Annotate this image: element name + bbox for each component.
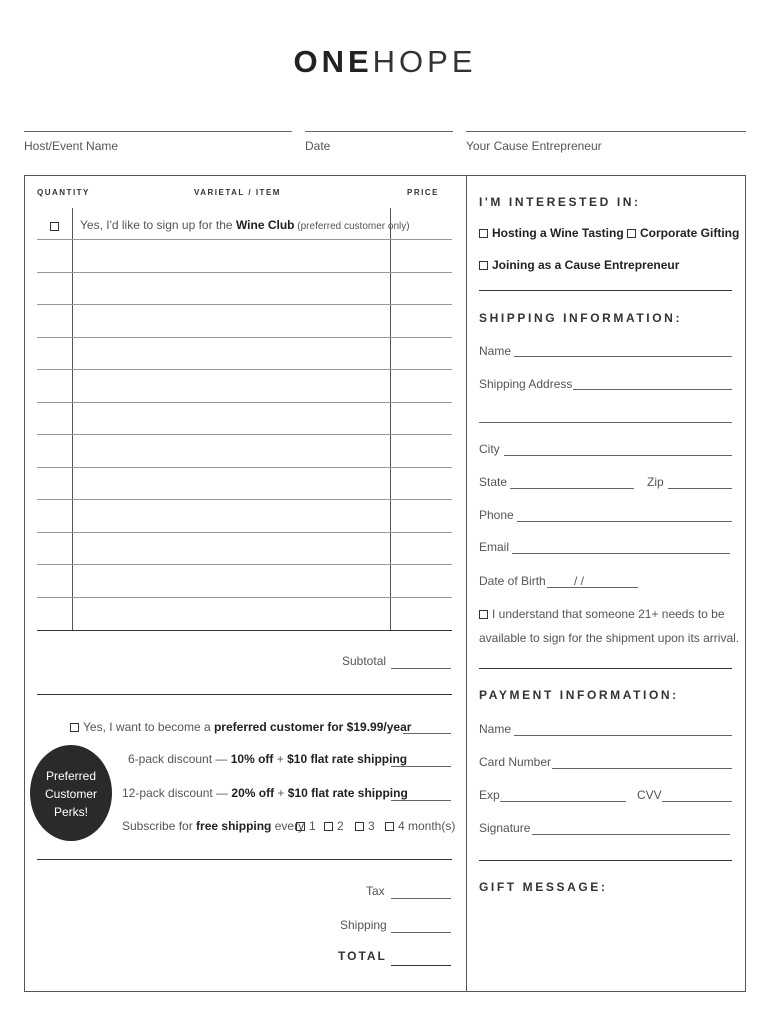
ship-city-field[interactable] <box>504 455 732 456</box>
table-row <box>37 402 452 403</box>
checkbox-icon <box>479 610 488 619</box>
column-divider <box>466 175 467 992</box>
payment-divider <box>479 860 732 861</box>
card-number-field[interactable] <box>552 768 732 769</box>
tax-field[interactable] <box>391 898 451 899</box>
six-pack-field[interactable] <box>391 766 451 767</box>
shipping-divider <box>479 668 732 669</box>
date-label: Date <box>305 139 331 153</box>
shipping-title: SHIPPING INFORMATION: <box>479 311 683 325</box>
badge-line: Customer <box>44 787 97 801</box>
subtotal-divider <box>37 694 452 695</box>
cvv-field[interactable] <box>662 801 732 802</box>
table-row <box>37 369 452 370</box>
preferred-customer-option[interactable]: Yes, I want to become a preferred customer for $19.99/year <box>70 720 411 734</box>
order-form-frame <box>24 175 746 992</box>
pay-name-label: Name <box>479 722 512 736</box>
table-bottom-line <box>37 630 452 631</box>
subtotal-label: Subtotal <box>342 654 387 668</box>
quantity-header: QUANTITY <box>37 188 90 197</box>
checkbox-icon <box>627 229 636 238</box>
shipping-label: Shipping <box>340 918 387 932</box>
subtotal-field[interactable] <box>391 668 451 669</box>
subscribe-option-4[interactable]: 4 month(s) <box>385 819 455 833</box>
ship-address-field[interactable] <box>573 389 732 390</box>
checkbox-icon <box>479 261 488 270</box>
subscribe-option-2[interactable]: 2 <box>324 819 344 833</box>
subscribe-option-1[interactable]: 1 <box>296 819 316 833</box>
ship-phone-label: Phone <box>479 508 514 522</box>
payment-title: PAYMENT INFORMATION: <box>479 688 679 702</box>
table-row <box>37 434 452 435</box>
dob-separators: / / <box>574 574 585 588</box>
cause-entrepreneur-option[interactable]: Joining as a Cause Entrepreneur <box>479 258 679 272</box>
cause-entrepreneur-line[interactable] <box>466 131 746 132</box>
ship-zip-label: Zip <box>647 475 664 489</box>
ship-zip-field[interactable] <box>668 488 732 489</box>
ship-name-field[interactable] <box>514 356 732 357</box>
ship-state-field[interactable] <box>510 488 634 489</box>
host-event-line[interactable] <box>24 131 292 132</box>
logo-bold: ONE <box>293 44 373 79</box>
table-row <box>37 337 452 338</box>
table-row <box>37 499 452 500</box>
table-row <box>37 239 452 240</box>
host-event-label: Host/Event Name <box>24 139 119 153</box>
six-pack-discount: 6-pack discount — 10% off + $10 flat rate shipping <box>128 752 408 766</box>
table-row <box>37 272 452 273</box>
shipping-field[interactable] <box>391 932 451 933</box>
ship-state-label: State <box>479 475 508 489</box>
gift-message-title: GIFT MESSAGE: <box>479 880 608 894</box>
checkbox-icon <box>70 723 79 732</box>
subscribe-option-3[interactable]: 3 <box>355 819 375 833</box>
exp-field[interactable] <box>500 801 626 802</box>
age-consent-option[interactable]: I understand that someone 21+ needs to be <box>479 607 725 621</box>
interested-title: I'M INTERESTED IN: <box>479 195 641 209</box>
total-field[interactable] <box>391 965 451 966</box>
onehope-logo <box>0 44 770 80</box>
preferred-customer-price-field[interactable] <box>403 733 451 734</box>
logo-light: HOPE <box>372 44 477 79</box>
card-number-label: Card Number <box>479 755 552 769</box>
price-header: PRICE <box>407 188 439 197</box>
date-line[interactable] <box>305 131 453 132</box>
preferred-customer-perks-badge <box>30 745 112 841</box>
total-label: TOTAL <box>338 949 387 963</box>
checkbox-icon <box>324 822 333 831</box>
table-row <box>37 467 452 468</box>
table-row <box>37 597 452 598</box>
ship-address-label: Shipping Address <box>479 377 573 391</box>
table-row <box>37 304 452 305</box>
pay-name-field[interactable] <box>514 735 732 736</box>
gift-message-area[interactable] <box>479 900 732 980</box>
badge-line: Perks! <box>53 805 88 819</box>
exp-label: Exp <box>479 788 500 802</box>
checkbox-icon <box>355 822 364 831</box>
table-row <box>37 532 452 533</box>
corporate-gifting-option[interactable]: Corporate Gifting <box>627 226 739 240</box>
tax-label: Tax <box>366 884 385 898</box>
table-row <box>37 564 452 565</box>
ship-address-field-2[interactable] <box>479 422 732 423</box>
twelve-pack-discount: 12-pack discount — 20% off + $10 flat rate shipping <box>122 786 408 800</box>
ship-phone-field[interactable] <box>517 521 732 522</box>
ship-name-label: Name <box>479 344 512 358</box>
checkbox-icon <box>296 822 305 831</box>
perks-divider <box>37 859 452 860</box>
ship-city-label: City <box>479 442 500 456</box>
ship-email-label: Email <box>479 540 510 554</box>
signature-label: Signature <box>479 821 531 835</box>
hosting-tasting-option[interactable]: Hosting a Wine Tasting <box>479 226 624 240</box>
item-header: VARIETAL / ITEM <box>194 188 281 197</box>
cvv-label: CVV <box>637 788 662 802</box>
interested-divider <box>479 290 732 291</box>
wine-club-checkbox[interactable] <box>50 219 63 233</box>
ship-email-field[interactable] <box>512 553 730 554</box>
twelve-pack-field[interactable] <box>391 800 451 801</box>
badge-line: Preferred <box>45 769 97 783</box>
ship-dob-field[interactable] <box>547 587 638 588</box>
ship-dob-label: Date of Birth <box>479 574 546 588</box>
checkbox-icon <box>50 222 59 231</box>
signature-field[interactable] <box>532 834 730 835</box>
cause-entrepreneur-label: Your Cause Entrepreneur <box>466 139 602 153</box>
wine-club-label: Yes, I'd like to sign up for the Wine Club (preferred customer only) <box>80 218 410 232</box>
checkbox-icon <box>479 229 488 238</box>
checkbox-icon <box>385 822 394 831</box>
age-consent-line2: available to sign for the shipment upon its arrival. <box>479 631 740 645</box>
subscribe-row: Subscribe for free shipping every <box>122 819 305 833</box>
